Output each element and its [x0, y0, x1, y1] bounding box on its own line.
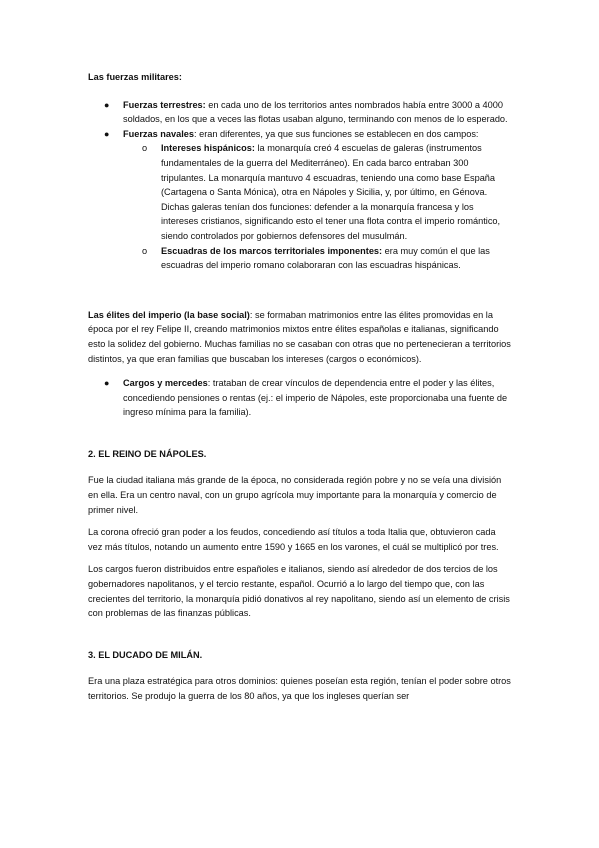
sublist-item-hispanic-interests	[88, 141, 512, 243]
land-forces-term: Fuerzas terrestres:	[123, 99, 206, 110]
milan-paragraph-1: Era una plaza estratégica para otros dominios: quienes poseían esta región, tenían el poder sobre otros territorios. Se produjo la guerra de los 80 años, ya que los ingleses querían ser	[88, 676, 511, 701]
naples-paragraph-3: Los cargos fueron distribuidos entre españoles e italianos, siendo así alrededor de dos tercios de los gobernadores napolitanos, y el tercio restante, español. Ocurrió a lo largo del tiempo que, con las crecientes del territorio, la monarquía pidió donativos al rey napolitano, siendo así un elemento de crisis con problemas de las finanzas públicas.	[88, 564, 510, 619]
military-forces-list	[88, 98, 512, 273]
elites-term: Las élites del imperio (la base social)	[88, 309, 250, 320]
circle-bullet-icon: o	[142, 245, 148, 256]
offices-favors-term: Cargos y mercedes	[123, 378, 208, 389]
military-forces-heading: Las fuerzas militares:	[88, 72, 182, 82]
hispanic-interests-term: Intereses hispánicos:	[161, 143, 255, 154]
list-item-naval-forces	[88, 127, 512, 273]
naples-heading: 2. EL REINO DE NÁPOLES.	[88, 448, 207, 459]
offices-favors-text: : trataban de crear vínculos de dependencia entre el poder y las élites, concediendo pensiones o rentas (ej.: el imperio de Nápoles, este proporcionaba una fuente de ingreso mínima para la familia).	[123, 378, 508, 418]
territorial-squadrons-term: Escuadras de los marcos territoriales imponentes:	[161, 245, 383, 256]
land-forces-text: en cada uno de los territorios antes nombrados había entre 3000 a 4000 soldados, en los que a veces las flotas usaban alguno, terminando con menos de lo esperado.	[123, 99, 508, 125]
milan-heading: 3. EL DUCADO DE MILÁN.	[88, 649, 203, 660]
hispanic-interests-text: la monarquía creó 4 escuelas de galeras (instrumentos fundamentales de la guerra del Mediterráneo). En cada barco entraban 300 tripulantes. La monarquía mantuvo 4 escuadras, teniendo una como base España (Cartagena o Santa Mónica), otra en Nápoles y Sicilia, y, por último, en Génova. Dichas galeras tenían dos funciones: defender a la monarquía francesa y los intereses cristianos, significando esto el tener una flota contra el imperio romántico, siendo controlados por gobiernos defensores del musulmán.	[161, 143, 501, 241]
elites-paragraph	[88, 308, 512, 366]
bullet-dot-icon: ●	[104, 128, 110, 139]
bullet-dot-icon: ●	[104, 378, 110, 389]
sublist-item-territorial-squadrons	[88, 244, 512, 273]
elites-text: : se formaban matrimonios entre las élites promovidas en la época por el rey Felipe II, creando matrimonios mixtos entre élites españolas e italianas, significando esto la solidez del gobierno. Muchas familias no se casaban con otras que no pertenecieran a territorios distintos, ya que eran familias que buscaban los intereses (cargos o económicos).	[88, 309, 511, 364]
naples-paragraph-1: Fue la ciudad italiana más grande de la época, no considerada región pobre y no se veía una división en ella. Era un centro naval, con un grupo agrícola muy importante para la monarquía y comercio de primer nivel.	[88, 475, 502, 515]
naval-forces-text: : eran diferentes, ya que sus funciones se establecen en dos campos:	[194, 128, 479, 139]
elites-list	[88, 376, 512, 420]
naval-forces-term: Fuerzas navales	[123, 128, 194, 139]
bullet-dot-icon: ●	[104, 99, 110, 110]
list-item-land-forces	[88, 98, 512, 127]
document-body	[88, 70, 512, 704]
list-item-offices-favors	[88, 376, 512, 420]
territorial-squadrons-text: era muy común el que las escuadras del imperio romano colaboraran con las escuadras hispánicas.	[161, 245, 490, 271]
naval-forces-sublist	[88, 141, 512, 272]
circle-bullet-icon: o	[142, 143, 148, 154]
naples-paragraph-2: La corona ofreció gran poder a los feudos, concediendo así títulos a toda Italia que, obtuvieron cada vez más títulos, notando un aumento entre 1590 y 1665 en los varones, el cuál se multiplicó por tres.	[88, 527, 499, 552]
